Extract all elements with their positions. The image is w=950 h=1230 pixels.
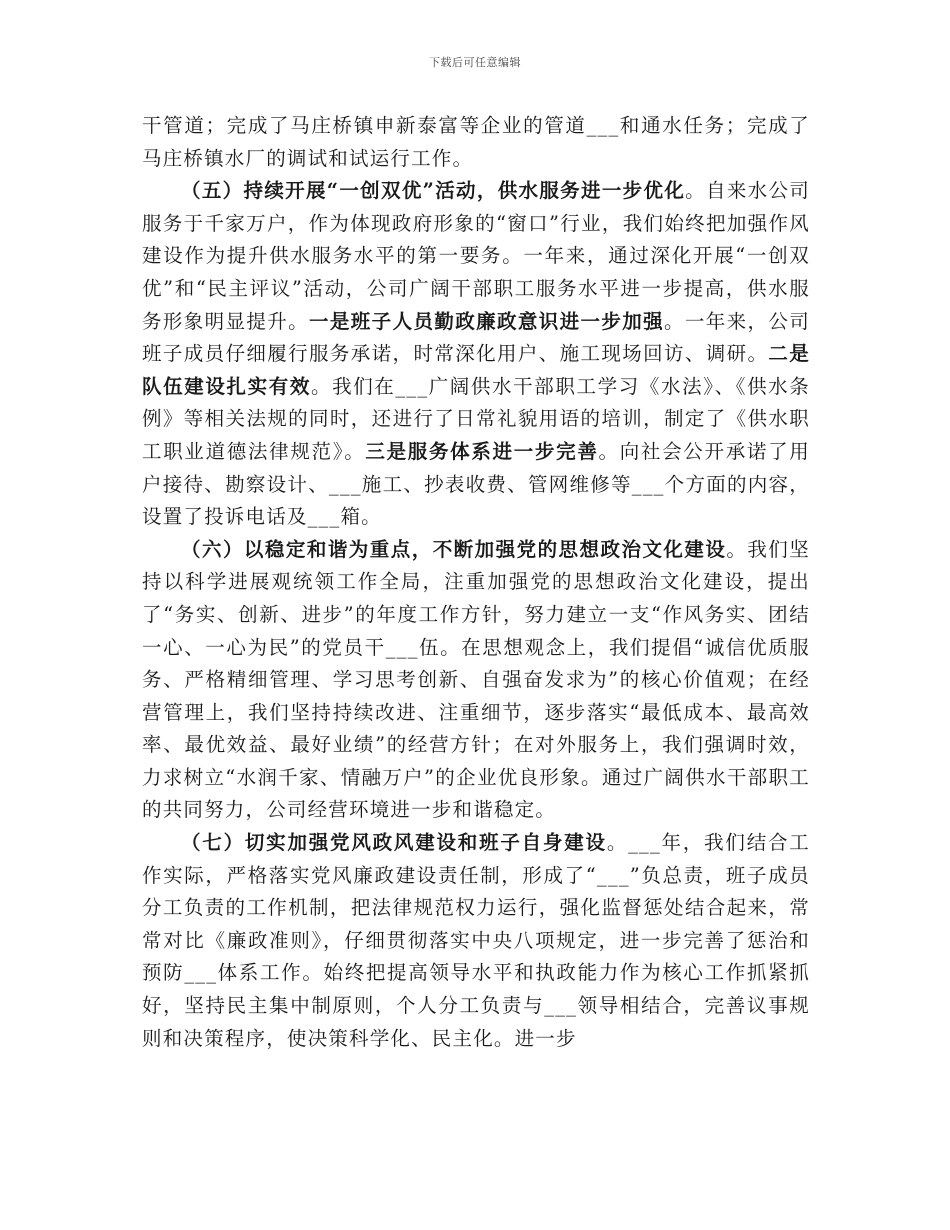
paragraph-text: 。自来水公司服务于千家万户，作为体现政府形象的“窗口”行业，我们始终把加强作风建设作为提升供水服务水平的第一要务。一年来，通过深化开展“一创双优”和“民主评议”活动，公司广阔干部职工服务水平进一步提高，供水服务形象明显提升。	[142, 179, 810, 333]
paragraph-text: 。一年来，公司班子成员仔细履行服务承诺，时常深化用户、施工现场回访、调研。	[142, 309, 810, 366]
paragraph-text: 。向社会公开承诺了用户接待、勘察设计、___施工、抄表收费、管网维修等___个方面的内容，设置了投诉电话及___箱。	[142, 439, 810, 529]
point-one-heading: 一是班子人员勤政廉政意识进一步加强	[309, 309, 665, 333]
point-three-heading: 三是服务体系进一步完善	[365, 439, 599, 463]
paragraph-continuation	[142, 110, 810, 175]
paragraph-text: 。我们坚持以科学进展观统领工作全局，注重加强党的思想政治文化建设，提出了“务实、创新、进步”的年度工作方针，努力建立一支“作风务实、团结一心、一心为民”的党员干___伍。在思想观念上，我们提倡“诚信优质服务、严格精细管理、学习思考创新、自强奋发求为”的核心价值观；在经营管理上，我们坚持持续改进、注重细节，逐步落实“最低成本、最高效率、最优效益、最好业绩”的经营方针；在对外服务上，我们强调时效，力求树立“水润千家、情融万户”的企业优良形象。通过广阔供水干部职工的共同努力，公司经营环境进一步和谐稳定。	[142, 537, 810, 822]
paragraph-text: 。我们在___广阔供水干部职工学习《水法》、《供水条例》等相关法规的同时，还进行了日常礼貌用语的培训，制定了《供水职工职业道德法律规范》。	[142, 374, 811, 463]
section-six-paragraph	[142, 534, 810, 827]
section-six-heading: （六）以稳定和谐为重点，不断加强党的思想政治文化建设	[181, 537, 727, 561]
section-seven-heading: （七）切实加强党风政风建设和班子自身建设	[181, 831, 607, 855]
paragraph-text: 。___年，我们结合工作实际，严格落实党风廉政建设责任制，形成了“___”负总责，班子成员分工负责的工作机制，把法律规范权力运行，强化监督惩处结合起来，常常对比《廉政准则》，仔细贯彻落实中央八项规定，进一步完善了惩治和预防___体系工作。始终把提高领导水平和执政能力作为核心工作抓紧抓好，坚持民主集中制原则，个人分工负责与___领导相结合，完善议事规则和决策程序，使决策科学化、民主化。进一步	[142, 831, 810, 1050]
paragraph-text: 干管道；完成了马庄桥镇申新泰富等企业的管道___和通水任务；完成了马庄桥镇水厂的调试和试运行工作。	[142, 114, 810, 170]
section-seven-paragraph	[142, 827, 810, 1055]
page-header: 下载后可任意编辑	[429, 56, 521, 69]
document-body	[142, 110, 810, 1055]
section-five-heading: （五）持续开展“一创双优”活动，供水服务进一步优化	[181, 179, 686, 203]
section-five-paragraph	[142, 175, 810, 534]
point-two-heading: 二是队伍建设扎实有效	[142, 342, 810, 398]
